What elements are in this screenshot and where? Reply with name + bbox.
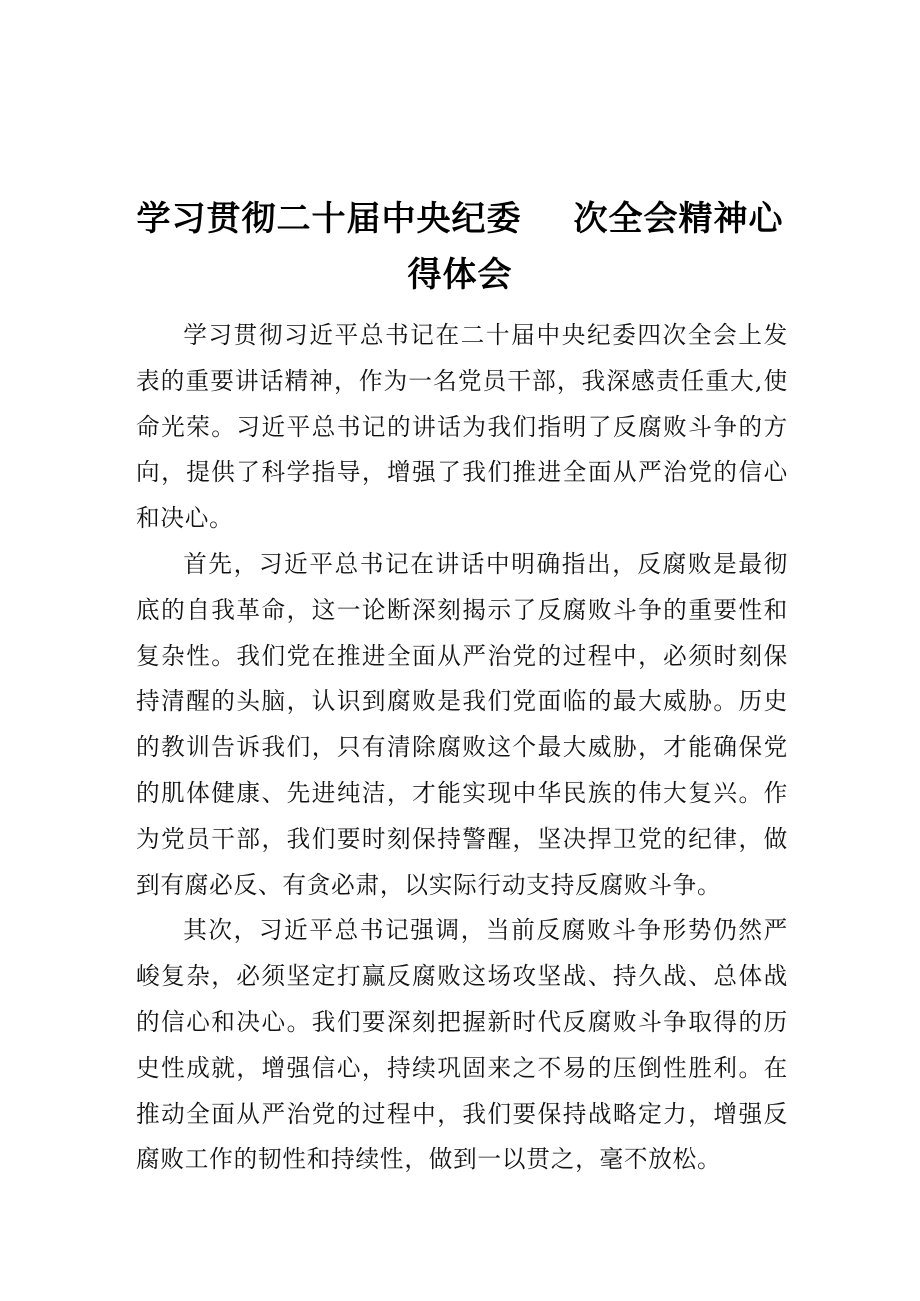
document-body [136,313,788,1183]
paragraph-3: 其次，习近平总书记强调，当前反腐败斗争形势仍然严峻复杂，必须坚定打赢反腐败这场攻坚战、持久战、总体战的信心和决心。我们要深刻把握新时代反腐败斗争取得的历史性成就，增强信心，持续巩固来之不易的压倒性胜利。在推动全面从严治党的过程中，我们要保持战略定力，增强反腐败工作的韧性和持续性，做到一以贯之，毫不放松。 [136,916,788,1174]
paragraph-1: 学习贯彻习近平总书记在二十届中央纪委四次全会上发表的重要讲话精神，作为一名党员干部，我深感责任重大,使命光荣。习近平总书记的讲话为我们指明了反腐败斗争的方向，提供了科学指导，增强了我们推进全面从严治党的信心和决心。 [136,321,788,533]
title-part-2: 次全会精神心得体会 [407,198,784,295]
paragraph-2: 首先，习近平总书记在讲话中明确指出，反腐败是最彻底的自我革命，这一论断深刻揭示了反腐败斗争的重要性和复杂性。我们党在推进全面从严治党的过程中，必须时刻保持清醒的头脑，认识到腐败是我们党面临的最大威胁。历史的教训告诉我们，只有清除腐败这个最大威胁，才能确保党的肌体健康、先进纯洁，才能实现中华民族的伟大复兴。作为党员干部，我们要时刻保持警醒，坚决捍卫党的纪律，做到有腐必反、有贪必肃，以实际行动支持反腐败斗争。 [136,549,788,899]
document-title [120,191,800,303]
title-part-1: 学习贯彻二十届中央纪委 [136,198,522,239]
